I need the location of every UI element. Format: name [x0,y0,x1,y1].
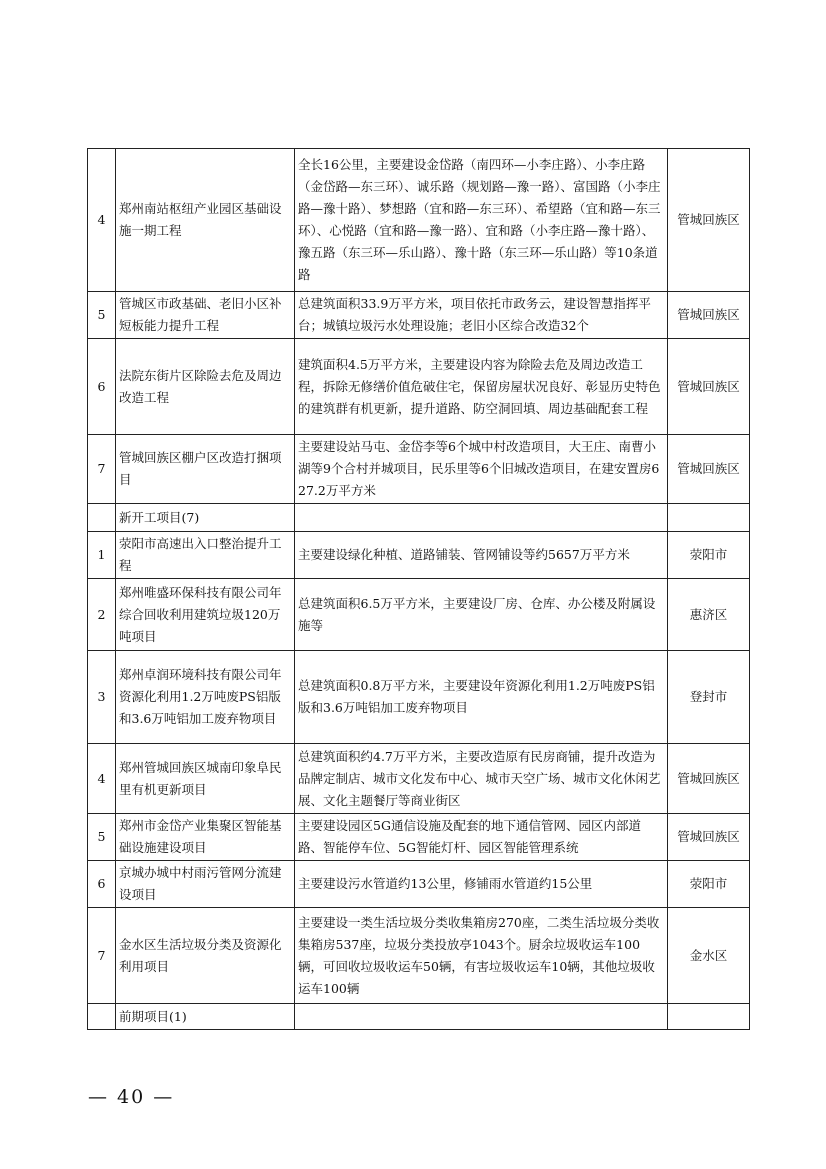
table-row [88,651,750,744]
project-name: 荥阳市高速出入口整治提升工程 [116,532,295,579]
project-name: 郑州南站枢纽产业园区基础设施一期工程 [116,149,295,292]
project-name: 京城办城中村雨污管网分流建设项目 [116,861,295,908]
project-area: 管城回族区 [668,292,750,339]
project-name: 郑州管城回族区城南印象阜民里有机更新项目 [116,744,295,814]
table-row [88,149,750,292]
project-content: 总建筑面积0.8万平方米，主要建设年资源化利用1.2万吨废PS铝版和3.6万吨铝加工废弃物项目 [295,651,668,744]
project-content: 建筑面积4.5万平方米，主要建设内容为除险去危及周边改造工程，拆除无修缮价值危破住宅，保留房屋状况良好、彰显历史特色的建筑群有机更新，提升道路、防空洞回填、周边基础配套工程 [295,339,668,435]
table-row [88,744,750,814]
project-area: 惠济区 [668,579,750,651]
row-index [88,504,116,532]
project-content: 主要建设污水管道约13公里，修铺雨水管道约15公里 [295,861,668,908]
project-name: 前期项目(1) [116,1004,295,1030]
project-table [87,148,750,1030]
table-row [88,532,750,579]
row-index: 5 [88,292,116,339]
row-index: 2 [88,579,116,651]
project-name: 管城区市政基础、老旧小区补短板能力提升工程 [116,292,295,339]
project-table-body [88,149,750,1030]
row-index: 6 [88,339,116,435]
table-row [88,292,750,339]
row-index: 1 [88,532,116,579]
section-row [88,504,750,532]
project-name: 管城回族区棚户区改造打捆项目 [116,435,295,504]
row-index: 7 [88,435,116,504]
table-row [88,339,750,435]
table-row [88,814,750,861]
project-area [668,504,750,532]
project-content: 总建筑面积6.5万平方米，主要建设厂房、仓库、办公楼及附属设施等 [295,579,668,651]
project-name: 金水区生活垃圾分类及资源化利用项目 [116,908,295,1004]
project-area: 金水区 [668,908,750,1004]
project-content: 主要建设一类生活垃圾分类收集箱房270座，二类生活垃圾分类收集箱房537座，垃圾分类投放亭1043个。厨余垃圾收运车100辆，可回收垃圾收运车50辆，有害垃圾收运车10辆，其他垃圾收运车100辆 [295,908,668,1004]
table-row [88,435,750,504]
row-index: 4 [88,744,116,814]
project-area: 管城回族区 [668,744,750,814]
project-name: 郑州唯盛环保科技有限公司年综合回收利用建筑垃圾120万吨项目 [116,579,295,651]
project-name: 郑州市金岱产业集聚区智能基础设施建设项目 [116,814,295,861]
project-content [295,504,668,532]
project-name: 新开工项目(7) [116,504,295,532]
project-area: 荥阳市 [668,532,750,579]
project-content: 全长16公里，主要建设金岱路（南四环—小李庄路）、小李庄路（金岱路—东三环）、诚乐路（规划路—豫一路）、富国路（小李庄路—豫十路）、梦想路（宜和路—东三环）、希望路（宜和路—东三环）、心悦路（宜和路—豫一路）、宜和路（小李庄路—豫十路）、豫五路（东三环—乐山路）、豫十路（东三环—乐山路）等10条道路 [295,149,668,292]
row-index: 4 [88,149,116,292]
project-content: 主要建设站马屯、金岱李等6个城中村改造项目，大王庄、南曹小湖等9个合村并城项目，民乐里等6个旧城改造项目，在建安置房627.2万平方米 [295,435,668,504]
project-content: 主要建设园区5G通信设施及配套的地下通信管网、园区内部道路、智能停车位、5G智能灯杆、园区智能管理系统 [295,814,668,861]
page-number: — 40 — [88,1086,175,1108]
table-row [88,908,750,1004]
project-name: 法院东街片区除险去危及周边改造工程 [116,339,295,435]
project-area: 登封市 [668,651,750,744]
project-content: 总建筑面积33.9万平方米，项目依托市政务云，建设智慧指挥平台；城镇垃圾污水处理设施；老旧小区综合改造32个 [295,292,668,339]
row-index: 5 [88,814,116,861]
project-area: 荥阳市 [668,861,750,908]
project-area: 管城回族区 [668,814,750,861]
row-index: 6 [88,861,116,908]
section-row [88,1004,750,1030]
row-index: 3 [88,651,116,744]
project-area: 管城回族区 [668,149,750,292]
project-area [668,1004,750,1030]
project-name: 郑州卓润环境科技有限公司年资源化利用1.2万吨废PS铝版和3.6万吨铝加工废弃物项目 [116,651,295,744]
table-row [88,861,750,908]
project-content: 总建筑面积约4.7万平方米，主要改造原有民房商铺，提升改造为品牌定制店、城市文化发布中心、城市天空广场、城市文化休闲艺展、文化主题餐厅等商业街区 [295,744,668,814]
project-content: 主要建设绿化种植、道路铺装、管网铺设等约5657万平方米 [295,532,668,579]
table-row [88,579,750,651]
project-content [295,1004,668,1030]
row-index [88,1004,116,1030]
project-area: 管城回族区 [668,435,750,504]
project-area: 管城回族区 [668,339,750,435]
row-index: 7 [88,908,116,1004]
